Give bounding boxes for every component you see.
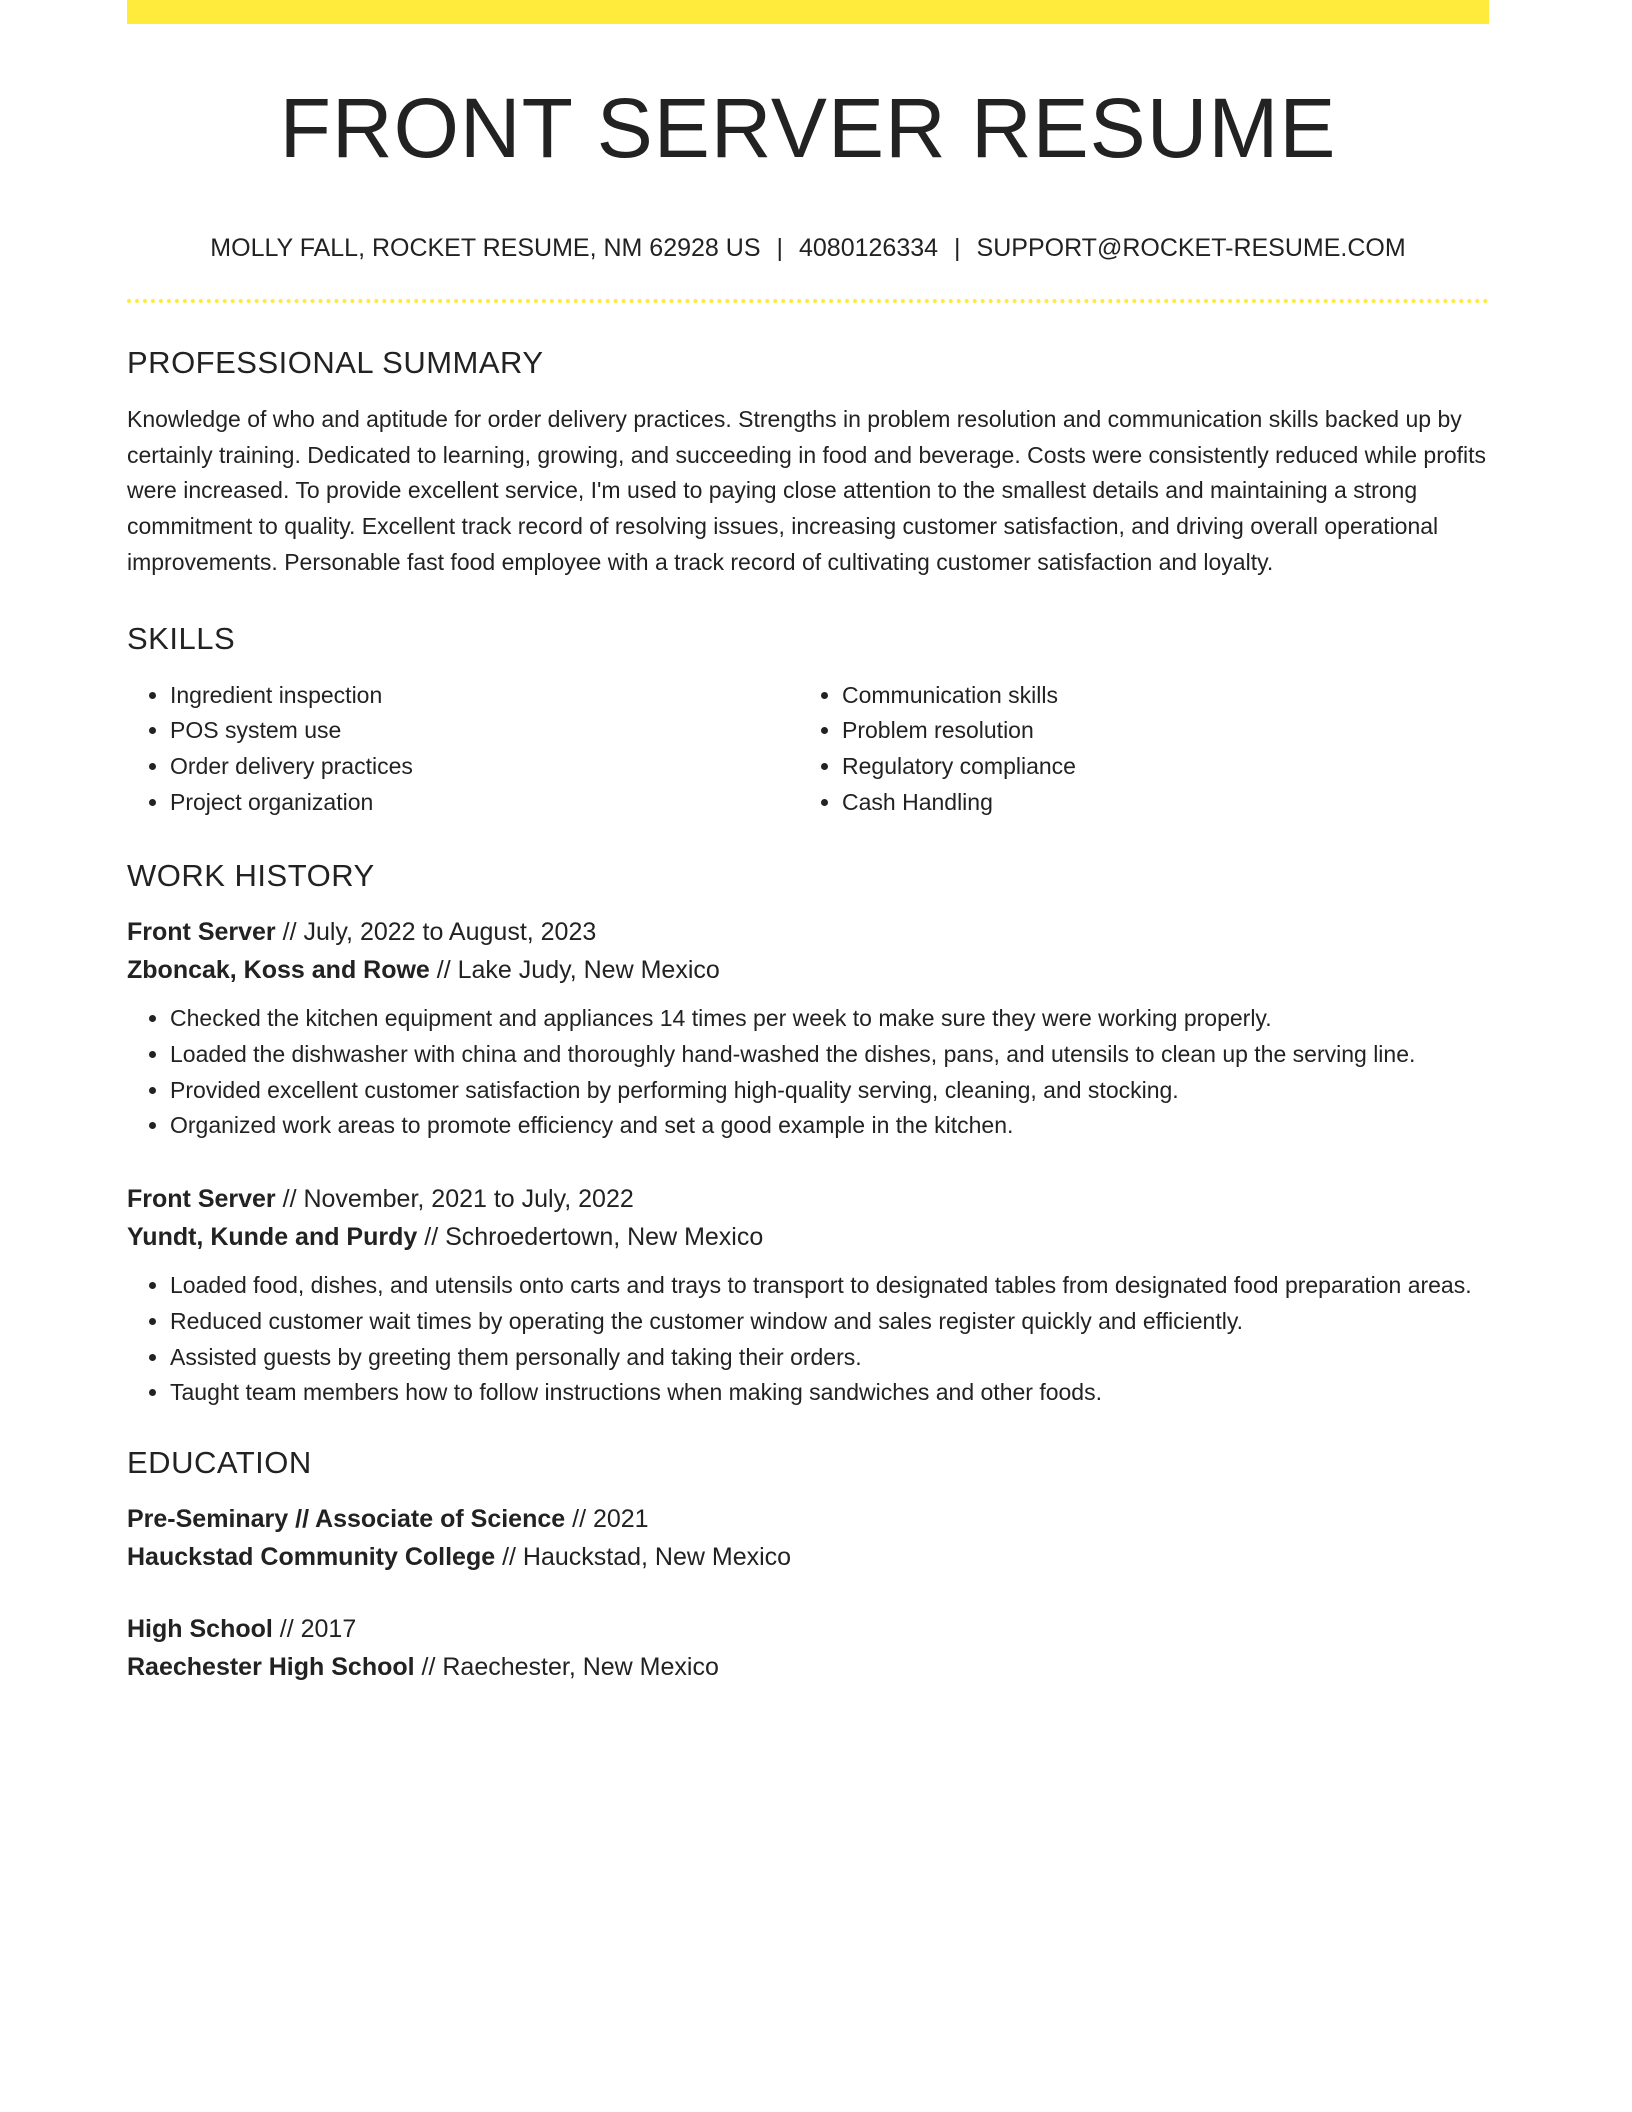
school-name: Raechester High School: [127, 1652, 415, 1681]
education-entry: [127, 1610, 1489, 1686]
degree: High School: [127, 1614, 273, 1643]
skill-item: • Communication skills: [842, 678, 1471, 714]
skill-item: • Problem resolution: [842, 713, 1471, 749]
resume-title: FRONT SERVER RESUME: [279, 81, 1337, 175]
skills-grid: [127, 678, 1489, 821]
skills-column-left: [127, 678, 799, 821]
degree-line: [127, 1610, 1489, 1648]
graduation-year: // 2021: [565, 1504, 649, 1533]
top-accent-bar: [127, 0, 1489, 24]
duty-item: • Taught team members how to follow instructions when making sandwiches and other foods.: [170, 1375, 1489, 1411]
school-location: // Raechester, New Mexico: [414, 1652, 719, 1681]
degree-line: [127, 1500, 1489, 1538]
degree: Pre-Seminary // Associate of Science: [127, 1504, 566, 1533]
duty-item: • Loaded the dishwasher with china and thoroughly hand-washed the dishes, pans, and utensils to clean up the serving line.: [170, 1037, 1489, 1073]
skills-column-right: [799, 678, 1471, 821]
job-duties: [127, 1268, 1489, 1411]
graduation-year: // 2017: [272, 1614, 357, 1643]
job-dates: // November, 2021 to July, 2022: [275, 1185, 634, 1214]
job-title-line: [127, 1180, 1489, 1218]
job-entry: [127, 1180, 1489, 1411]
job-dates: // July, 2022 to August, 2023: [275, 918, 597, 947]
school-location: // Hauckstad, New Mexico: [495, 1542, 792, 1571]
skill-item: • Cash Handling: [842, 785, 1471, 821]
job-company-line: [127, 951, 1489, 989]
duty-item: • Reduced customer wait times by operating the customer window and sales register quickly and efficiently.: [170, 1304, 1489, 1340]
duty-item: • Assisted guests by greeting them personally and taking their orders.: [170, 1340, 1489, 1376]
job-company: Zboncak, Koss and Rowe: [127, 956, 430, 985]
contact-email[interactable]: SUPPORT@ROCKET-RESUME.COM: [976, 234, 1406, 262]
job-title-line: [127, 913, 1489, 951]
job-company: Yundt, Kunde and Purdy: [127, 1223, 418, 1252]
work-history-heading: WORK HISTORY: [127, 858, 375, 894]
job-title: Front Server: [127, 1185, 276, 1214]
school-line: [127, 1538, 1489, 1576]
summary-heading: PROFESSIONAL SUMMARY: [127, 345, 544, 380]
duty-item: • Provided excellent customer satisfaction by performing high-quality serving, cleaning, and stocking.: [170, 1073, 1489, 1109]
duty-item: • Checked the kitchen equipment and appliances 14 times per week to make sure they were working properly.: [170, 1001, 1489, 1037]
job-company-line: [127, 1218, 1489, 1256]
dotted-divider: [127, 299, 1489, 303]
skill-item: • Project organization: [170, 785, 799, 821]
skill-item: • Regulatory compliance: [842, 749, 1471, 785]
skill-item: • Order delivery practices: [170, 749, 799, 785]
contact-separator: |: [954, 234, 961, 262]
contact-phone: 4080126334: [799, 234, 939, 262]
duty-item: • Loaded food, dishes, and utensils onto carts and trays to transport to designated tables from designated food preparation areas.: [170, 1268, 1489, 1304]
contact-line: [127, 236, 1489, 261]
education-heading: EDUCATION: [127, 1444, 312, 1480]
skill-item: • POS system use: [170, 713, 799, 749]
job-location: // Lake Judy, New Mexico: [429, 956, 720, 985]
contact-address: MOLLY FALL, ROCKET RESUME, NM 62928 US: [210, 234, 761, 262]
skills-heading: SKILLS: [127, 620, 236, 656]
job-duties: [127, 1001, 1489, 1144]
job-title: Front Server: [127, 918, 276, 947]
skill-item: • Ingredient inspection: [170, 678, 799, 714]
job-entry: [127, 913, 1489, 1144]
contact-separator: |: [776, 234, 783, 262]
school-name: Hauckstad Community College: [127, 1542, 496, 1571]
resume-page: [127, 0, 1489, 1686]
summary-text: Knowledge of who and aptitude for order delivery practices. Strengths in problem resolution and communication skills backed up by certainly training. Dedicated to learning, growing, and succeeding in food and beverage. Costs were consistently reduced while profits were increased. To provide excellent service, I'm used to paying close attention to the smallest details and maintaining a strong commitment to quality. Excellent track record of resolving issues, increasing customer satisfaction, and driving overall operational improvements. Personable fast food employee with a track record of cultivating customer satisfaction and loyalty.: [127, 406, 1487, 575]
duty-item: • Organized work areas to promote efficiency and set a good example in the kitchen.: [170, 1108, 1489, 1144]
school-line: [127, 1648, 1489, 1686]
job-location: // Schroedertown, New Mexico: [417, 1223, 764, 1252]
education-entry: [127, 1500, 1489, 1576]
